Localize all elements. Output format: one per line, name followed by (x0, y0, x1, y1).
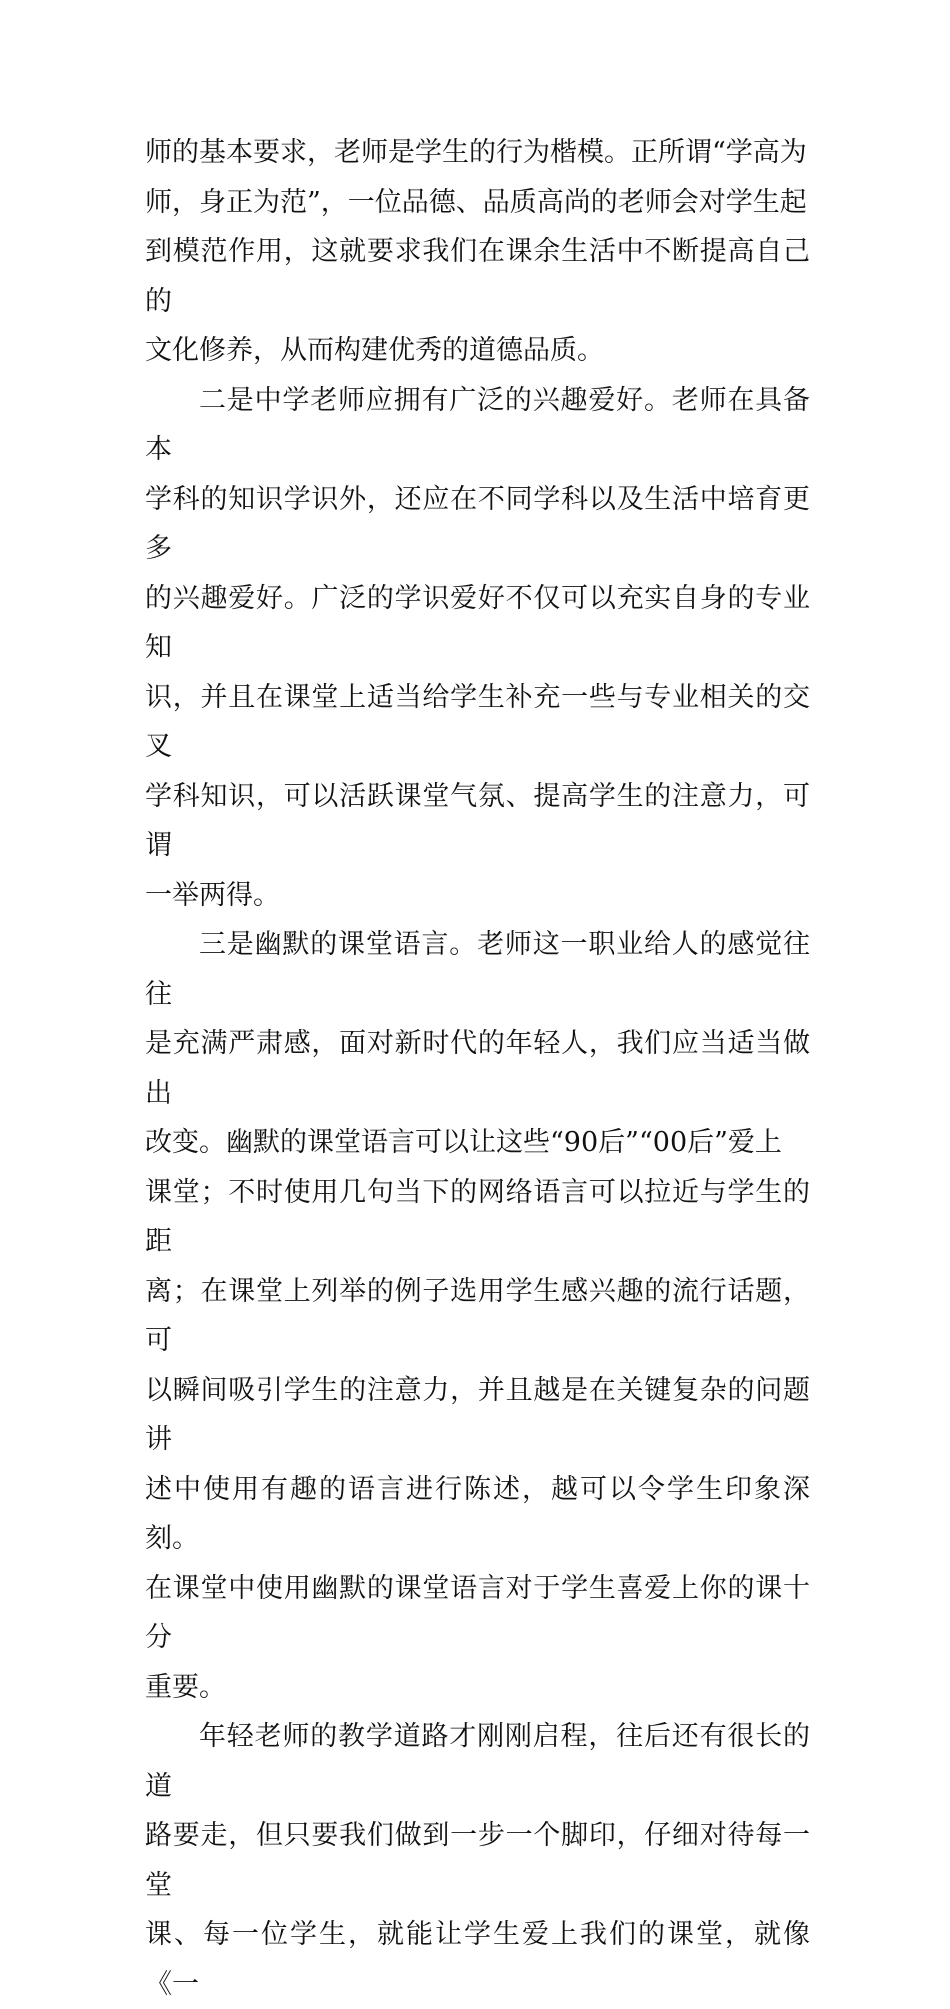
text-line: 到模范作用，这就要求我们在课余生活中不断提高自己的 (145, 236, 810, 317)
text-line: 离；在课堂上列举的例子选用学生感兴趣的流行话题，可 (145, 1275, 810, 1356)
text-line: 课、每一位学生，就能让学生爱上我们的课堂，就像《一 (145, 1919, 810, 2000)
text-line: 年轻老师的教学道路才刚刚启程，往后还有很长的道 (145, 1721, 810, 1802)
text-line: 路要走，但只要我们做到一步一个脚印，仔细对待每一堂 (145, 1820, 810, 1901)
text-line: 师，身正为范”，一位品德、品质高尚的老师会对学生起 (145, 186, 807, 218)
text-line: 的兴趣爱好。广泛的学识爱好不仅可以充实自身的专业知 (145, 582, 810, 663)
text-line: 三是幽默的课堂语言。老师这一职业给人的感觉往往 (145, 929, 810, 1010)
text-line: 学科知识，可以活跃课堂气氛、提高学生的注意力，可谓 (145, 780, 810, 861)
text-line: 文化修养，从而构建优秀的道德品质。 (145, 335, 604, 366)
text-line: 二是中学老师应拥有广泛的兴趣爱好。老师在具备本 (145, 384, 810, 465)
text-line: 识，并且在课堂上适当给学生补充一些与专业相关的交叉 (145, 681, 810, 762)
text-line: 重要。 (145, 1671, 226, 1703)
text-line: 师的基本要求，老师是学生的行为楷模。正所谓“学高为 (145, 137, 807, 168)
text-line: 在课堂中使用幽默的课堂语言对于学生喜爱上你的课十分 (145, 1572, 810, 1653)
text-line: 述中使用有趣的语言进行陈述，越可以令学生印象深刻。 (145, 1473, 810, 1554)
text-line: 课堂；不时使用几句当下的网络语言可以拉近与学生的距 (145, 1176, 810, 1257)
text-line: 以瞬间吸引学生的注意力，并且越是在关键复杂的问题讲 (145, 1374, 810, 1455)
text-line: 改变。幽默的课堂语言可以让这些“90后”“00后”爱上 (145, 1127, 782, 1158)
text-line: 一举两得。 (145, 879, 280, 911)
body-text (145, 128, 810, 2009)
paragraph-1 (145, 128, 810, 376)
text-line: 学科的知识学识外，还应在不同学科以及生活中培育更多 (145, 483, 810, 564)
text-line: 是充满严肃感，面对新时代的年轻人，我们应当适当做出 (145, 1028, 810, 1109)
paragraph-3 (145, 920, 810, 1712)
paragraph-2 (145, 376, 810, 921)
paragraph-4 (145, 1712, 810, 2009)
